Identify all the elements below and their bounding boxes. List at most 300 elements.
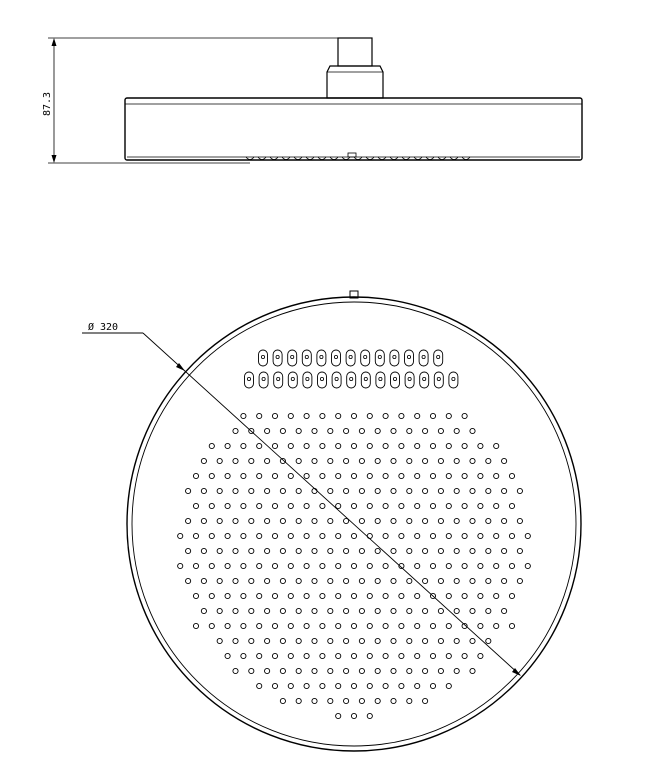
spray-nozzle: [201, 458, 206, 463]
spray-nozzle: [438, 428, 443, 433]
spray-nozzle: [201, 578, 206, 583]
spray-nozzle: [399, 623, 404, 628]
spray-nozzle: [201, 608, 206, 613]
spray-nozzle: [209, 503, 214, 508]
spray-nozzle: [367, 563, 372, 568]
pill-nozzle: [361, 372, 370, 388]
spray-nozzle: [454, 488, 459, 493]
spray-nozzle: [225, 623, 230, 628]
spray-nozzle: [336, 623, 341, 628]
spray-nozzle: [344, 488, 349, 493]
spray-nozzle: [336, 683, 341, 688]
spray-nozzle: [502, 578, 507, 583]
spray-nozzle: [399, 443, 404, 448]
spray-nozzle: [391, 608, 396, 613]
spray-nozzle: [193, 533, 198, 538]
pill-nozzle-hole: [320, 377, 323, 380]
pill-nozzle: [449, 372, 458, 388]
pill-nozzle-hole: [277, 377, 280, 380]
spray-nozzle: [296, 608, 301, 613]
spray-nozzle: [344, 668, 349, 673]
spray-nozzle: [462, 473, 467, 478]
spray-nozzle: [217, 608, 222, 613]
spray-nozzle: [454, 668, 459, 673]
spray-nozzle: [454, 518, 459, 523]
spray-nozzle: [257, 623, 262, 628]
spray-nozzle: [391, 488, 396, 493]
spray-nozzle: [351, 593, 356, 598]
spray-nozzle: [312, 638, 317, 643]
spray-nozzle: [351, 443, 356, 448]
spray-nozzle: [312, 428, 317, 433]
spray-nozzle: [423, 698, 428, 703]
spray-nozzle: [415, 563, 420, 568]
pill-nozzle: [434, 372, 443, 388]
spray-nozzle: [296, 668, 301, 673]
spray-nozzle: [509, 623, 514, 628]
spray-nozzle: [312, 608, 317, 613]
spray-nozzle: [320, 593, 325, 598]
pill-nozzle: [288, 350, 297, 366]
spray-nozzle: [375, 518, 380, 523]
spray-nozzle: [225, 443, 230, 448]
spray-nozzle: [525, 563, 530, 568]
spray-nozzle: [359, 638, 364, 643]
spray-nozzle: [351, 653, 356, 658]
spray-nozzle: [470, 458, 475, 463]
spray-nozzle: [328, 668, 333, 673]
spray-nozzle: [351, 563, 356, 568]
spray-nozzle: [407, 458, 412, 463]
spray-nozzle: [470, 548, 475, 553]
spray-nozzle: [201, 548, 206, 553]
spray-nozzle: [391, 668, 396, 673]
spray-nozzle: [288, 533, 293, 538]
spray-nozzle: [375, 638, 380, 643]
spray-nozzle: [423, 428, 428, 433]
spray-nozzle: [454, 428, 459, 433]
spray-nozzle: [257, 473, 262, 478]
spray-nozzle: [265, 518, 270, 523]
pill-nozzle: [405, 372, 414, 388]
spray-nozzle: [446, 533, 451, 538]
spray-nozzle: [351, 623, 356, 628]
pill-nozzle: [419, 350, 428, 366]
spray-nozzle: [446, 503, 451, 508]
spray-nozzle: [430, 473, 435, 478]
spray-nozzle-grid: [178, 413, 531, 718]
spray-nozzle: [320, 503, 325, 508]
spray-nozzle: [375, 578, 380, 583]
spray-nozzle: [351, 683, 356, 688]
spray-nozzle: [430, 653, 435, 658]
spray-nozzle: [320, 623, 325, 628]
spray-nozzle: [415, 413, 420, 418]
height-dimension-label: 87.3: [42, 91, 53, 116]
spray-nozzle: [344, 548, 349, 553]
spray-nozzle: [209, 563, 214, 568]
pill-nozzle-hole: [437, 377, 440, 380]
spray-nozzle: [265, 548, 270, 553]
spray-nozzle: [209, 533, 214, 538]
spray-nozzle: [430, 623, 435, 628]
spray-nozzle: [336, 473, 341, 478]
shower-head-body: [125, 98, 582, 160]
spray-nozzle: [304, 593, 309, 598]
spray-nozzle: [407, 548, 412, 553]
spray-nozzle: [288, 503, 293, 508]
spray-nozzle: [478, 593, 483, 598]
spray-nozzle: [336, 413, 341, 418]
spray-nozzle: [233, 608, 238, 613]
spray-nozzle: [328, 518, 333, 523]
pill-nozzle-hole: [261, 355, 264, 358]
spray-nozzle: [312, 548, 317, 553]
spray-nozzle: [486, 578, 491, 583]
spray-nozzle: [209, 443, 214, 448]
spray-nozzle: [288, 413, 293, 418]
spray-nozzle: [415, 503, 420, 508]
spray-nozzle: [367, 503, 372, 508]
spray-nozzle: [517, 578, 522, 583]
spray-nozzle: [383, 473, 388, 478]
pill-nozzle-hole: [407, 355, 410, 358]
pill-nozzle: [332, 350, 341, 366]
spray-nozzle: [233, 638, 238, 643]
spray-nozzle: [312, 578, 317, 583]
spray-nozzle: [407, 698, 412, 703]
spray-nozzle: [391, 458, 396, 463]
spray-nozzle: [415, 683, 420, 688]
spray-nozzle: [399, 503, 404, 508]
spray-nozzle: [359, 578, 364, 583]
spray-nozzle: [351, 503, 356, 508]
spray-nozzle: [272, 593, 277, 598]
spray-nozzle: [438, 578, 443, 583]
spray-nozzle: [272, 623, 277, 628]
spray-nozzle: [336, 653, 341, 658]
spray-nozzle: [193, 503, 198, 508]
spray-nozzle: [494, 503, 499, 508]
spray-nozzle: [391, 428, 396, 433]
spray-nozzle: [367, 653, 372, 658]
spray-nozzle: [407, 668, 412, 673]
spray-nozzle: [486, 458, 491, 463]
spray-nozzle: [391, 518, 396, 523]
spray-nozzle: [399, 533, 404, 538]
spray-nozzle: [351, 473, 356, 478]
arm-stub: [338, 38, 372, 66]
spray-nozzle: [438, 518, 443, 523]
spray-nozzle: [462, 653, 467, 658]
pill-nozzle: [405, 350, 414, 366]
spray-nozzle: [233, 548, 238, 553]
spray-nozzle: [359, 488, 364, 493]
spray-nozzle: [367, 593, 372, 598]
spray-nozzle: [272, 413, 277, 418]
spray-nozzle: [225, 563, 230, 568]
pill-nozzle-group: [245, 350, 458, 388]
spray-nozzle: [304, 683, 309, 688]
spray-nozzle: [359, 668, 364, 673]
spray-nozzle: [186, 488, 191, 493]
spray-nozzle: [304, 503, 309, 508]
spray-nozzle: [217, 548, 222, 553]
spray-nozzle: [328, 428, 333, 433]
pill-nozzle: [347, 372, 356, 388]
spray-nozzle: [280, 608, 285, 613]
spray-nozzle: [430, 683, 435, 688]
spray-nozzle: [383, 623, 388, 628]
spray-nozzle: [233, 518, 238, 523]
spray-nozzle: [288, 473, 293, 478]
pill-nozzle: [303, 372, 312, 388]
pill-nozzle-hole: [364, 355, 367, 358]
spray-nozzle: [272, 503, 277, 508]
spray-nozzle: [486, 638, 491, 643]
spray-nozzle: [502, 458, 507, 463]
spray-nozzle: [375, 698, 380, 703]
spray-nozzle: [304, 623, 309, 628]
pill-nozzle: [302, 350, 311, 366]
spray-nozzle: [399, 593, 404, 598]
spray-nozzle: [249, 488, 254, 493]
pill-nozzle: [434, 350, 443, 366]
spray-nozzle: [233, 668, 238, 673]
spray-nozzle: [344, 608, 349, 613]
spray-nozzle: [454, 458, 459, 463]
spray-nozzle: [265, 458, 270, 463]
spray-nozzle: [438, 668, 443, 673]
spray-nozzle: [383, 653, 388, 658]
spray-nozzle: [359, 548, 364, 553]
spray-nozzle: [446, 563, 451, 568]
spray-nozzle: [383, 413, 388, 418]
spray-nozzle: [367, 713, 372, 718]
spray-nozzle: [486, 548, 491, 553]
spray-nozzle: [288, 623, 293, 628]
spray-nozzle: [423, 578, 428, 583]
spray-nozzle: [280, 638, 285, 643]
spray-nozzle: [241, 503, 246, 508]
spray-nozzle: [351, 533, 356, 538]
spray-nozzle: [494, 443, 499, 448]
pill-nozzle: [420, 372, 429, 388]
side-center-marker: [348, 153, 356, 157]
spray-nozzle: [249, 608, 254, 613]
spray-nozzle: [423, 608, 428, 613]
pill-nozzle: [317, 350, 326, 366]
spray-nozzle: [470, 578, 475, 583]
spray-nozzle: [430, 413, 435, 418]
spray-nozzle: [509, 593, 514, 598]
spray-nozzle: [509, 563, 514, 568]
pill-nozzle-hole: [262, 377, 265, 380]
spray-nozzle: [383, 593, 388, 598]
spray-nozzle: [265, 428, 270, 433]
spray-nozzle: [344, 698, 349, 703]
spray-nozzle: [359, 518, 364, 523]
spray-nozzle: [367, 533, 372, 538]
spray-nozzle: [415, 443, 420, 448]
pill-nozzle-hole: [393, 355, 396, 358]
spray-nozzle: [478, 443, 483, 448]
spray-nozzle: [415, 623, 420, 628]
spray-nozzle: [391, 638, 396, 643]
spray-nozzle: [462, 503, 467, 508]
spray-nozzle: [383, 443, 388, 448]
spray-nozzle: [328, 698, 333, 703]
spray-nozzle: [193, 563, 198, 568]
spray-nozzle: [320, 653, 325, 658]
spray-nozzle: [249, 458, 254, 463]
spray-nozzle: [288, 683, 293, 688]
pill-nozzle-hole: [247, 377, 250, 380]
top-view: [82, 291, 581, 751]
spray-nozzle: [383, 503, 388, 508]
spray-nozzle: [367, 443, 372, 448]
spray-nozzle: [407, 638, 412, 643]
spray-nozzle: [320, 533, 325, 538]
spray-nozzle: [367, 623, 372, 628]
spray-nozzle: [423, 458, 428, 463]
spray-nozzle: [399, 683, 404, 688]
spray-nozzle: [446, 473, 451, 478]
spray-nozzle: [525, 533, 530, 538]
spray-nozzle: [201, 518, 206, 523]
spray-nozzle: [336, 533, 341, 538]
spray-nozzle: [328, 548, 333, 553]
spray-nozzle: [438, 638, 443, 643]
spray-nozzle: [375, 608, 380, 613]
spray-nozzle: [446, 443, 451, 448]
spray-nozzle: [438, 608, 443, 613]
spray-nozzle: [486, 608, 491, 613]
pill-nozzle: [274, 372, 283, 388]
pill-nozzle-hole: [378, 355, 381, 358]
spray-nozzle: [494, 533, 499, 538]
spray-nozzle: [375, 488, 380, 493]
spray-nozzle: [399, 653, 404, 658]
spray-nozzle: [517, 488, 522, 493]
pill-nozzle-hole: [393, 377, 396, 380]
pill-nozzle: [288, 372, 297, 388]
spray-nozzle: [265, 608, 270, 613]
spray-nozzle: [359, 428, 364, 433]
spray-nozzle: [502, 548, 507, 553]
spray-nozzle: [486, 488, 491, 493]
spray-nozzle: [502, 608, 507, 613]
spray-nozzle: [312, 668, 317, 673]
spray-nozzle: [423, 548, 428, 553]
spray-nozzle: [415, 593, 420, 598]
spray-nozzle: [201, 488, 206, 493]
spray-nozzle: [328, 458, 333, 463]
spray-nozzle: [494, 593, 499, 598]
pill-nozzle: [390, 350, 399, 366]
spray-nozzle: [375, 428, 380, 433]
spray-nozzle: [383, 533, 388, 538]
pill-nozzle-hole: [437, 355, 440, 358]
spray-nozzle: [193, 473, 198, 478]
pill-nozzle: [361, 350, 370, 366]
spray-nozzle: [296, 488, 301, 493]
spray-nozzle: [296, 698, 301, 703]
spray-nozzle: [367, 413, 372, 418]
spray-nozzle: [280, 548, 285, 553]
spray-nozzle: [312, 458, 317, 463]
pill-nozzle-hole: [350, 377, 353, 380]
spray-nozzle: [272, 683, 277, 688]
spray-nozzle: [415, 653, 420, 658]
spray-nozzle: [470, 518, 475, 523]
spray-nozzle: [241, 593, 246, 598]
spray-nozzle: [265, 488, 270, 493]
dim-arrow-bottom: [52, 155, 57, 163]
spray-nozzle: [280, 698, 285, 703]
spray-nozzle: [478, 533, 483, 538]
spray-nozzle: [233, 428, 238, 433]
spray-nozzle: [241, 623, 246, 628]
spray-nozzle: [517, 518, 522, 523]
pill-nozzle: [273, 350, 282, 366]
spray-nozzle: [217, 458, 222, 463]
spray-nozzle: [249, 668, 254, 673]
pill-nozzle: [391, 372, 400, 388]
spray-nozzle: [249, 578, 254, 583]
spray-nozzle: [462, 413, 467, 418]
spray-nozzle: [257, 533, 262, 538]
spray-nozzle: [288, 593, 293, 598]
spray-nozzle: [478, 473, 483, 478]
spray-nozzle: [391, 548, 396, 553]
pill-nozzle: [376, 372, 385, 388]
spray-nozzle: [462, 593, 467, 598]
spray-nozzle: [423, 638, 428, 643]
spray-nozzle: [280, 518, 285, 523]
spray-nozzle: [304, 443, 309, 448]
spray-nozzle: [344, 638, 349, 643]
spray-nozzle: [336, 443, 341, 448]
spray-nozzle: [446, 683, 451, 688]
pill-nozzle-hole: [408, 377, 411, 380]
pill-nozzle-hole: [335, 377, 338, 380]
spray-nozzle: [288, 653, 293, 658]
spray-nozzle: [423, 668, 428, 673]
spray-nozzle: [486, 518, 491, 523]
spray-nozzle: [249, 638, 254, 643]
spray-nozzle: [462, 533, 467, 538]
spray-nozzle: [296, 518, 301, 523]
dim-arrow-top: [52, 38, 57, 46]
spray-nozzle: [304, 473, 309, 478]
spray-nozzle: [423, 518, 428, 523]
spray-nozzle: [407, 608, 412, 613]
pill-nozzle: [332, 372, 341, 388]
spray-nozzle: [280, 578, 285, 583]
spray-nozzle: [328, 608, 333, 613]
pill-nozzle: [259, 372, 268, 388]
spray-nozzle: [265, 638, 270, 643]
spray-nozzle: [430, 563, 435, 568]
pill-nozzle: [346, 350, 355, 366]
spray-nozzle: [407, 518, 412, 523]
pill-nozzle-hole: [305, 355, 308, 358]
pill-nozzle-hole: [334, 355, 337, 358]
spray-nozzle: [470, 638, 475, 643]
spray-nozzle: [241, 533, 246, 538]
spray-nozzle: [249, 518, 254, 523]
